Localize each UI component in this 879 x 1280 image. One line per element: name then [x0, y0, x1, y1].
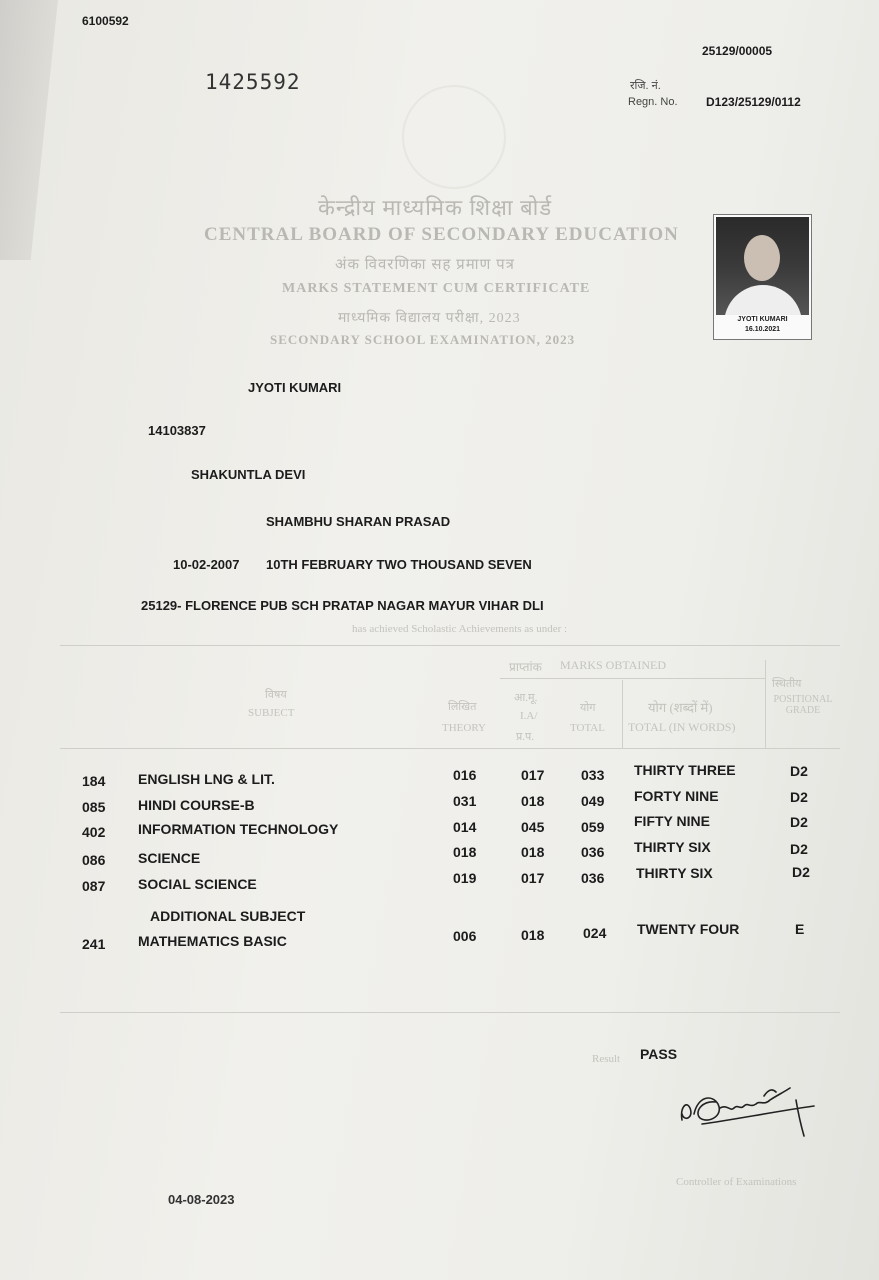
total-marks: 033	[581, 767, 605, 783]
photo-caption-name: JYOTI KUMARI	[737, 316, 788, 323]
mother-name: SHAKUNTLA DEVI	[191, 467, 306, 482]
total-in-words: THIRTY THREE	[634, 762, 736, 778]
school-name: 25129- FLORENCE PUB SCH PRATAP NAGAR MAYUR VIHAR DLI	[141, 598, 544, 613]
positional-grade: D2	[790, 841, 808, 857]
subject-name: SOCIAL SCIENCE	[138, 876, 257, 892]
top-right-code: 25129/00005	[702, 44, 773, 58]
result-label: Result	[592, 1053, 621, 1065]
positional-grade: D2	[790, 763, 808, 779]
subject-name: INFORMATION TECHNOLOGY	[138, 821, 339, 837]
board-name: CENTRAL BOARD OF SECONDARY EDUCATION	[204, 224, 679, 245]
positional-grade: E	[795, 921, 805, 937]
theory-marks: 018	[453, 844, 477, 860]
doc-type-hindi: अंक विवरणिका सह प्रमाण पत्र	[335, 257, 515, 273]
top-left-code: 6100592	[82, 14, 129, 28]
exam-name: SECONDARY SCHOOL EXAMINATION, 2023	[270, 332, 576, 347]
date-of-birth: 10-02-2007	[173, 557, 240, 572]
achievement-statement: has achieved Scholastic Achievements as under :	[352, 623, 568, 635]
additional-subject-label: ADDITIONAL SUBJECT	[150, 908, 306, 924]
subject-header-hindi: विषय	[265, 689, 287, 701]
table-top-line	[60, 645, 840, 646]
total-header: TOTAL	[570, 722, 605, 734]
candidate-name: JYOTI KUMARI	[248, 380, 342, 395]
candidate-photo	[713, 214, 812, 340]
subject-row	[0, 762, 879, 789]
subject-row	[0, 788, 879, 815]
issue-date: 04-08-2023	[168, 1192, 235, 1207]
subject-name: ENGLISH LNG & LIT.	[138, 771, 275, 787]
subject-code: 184	[82, 773, 106, 789]
controller-signature	[672, 1078, 822, 1143]
total-marks: 059	[581, 819, 605, 835]
positional-grade: D2	[790, 814, 808, 830]
subject-name: MATHEMATICS BASIC	[138, 933, 287, 949]
date-of-birth-words: 10TH FEBRUARY TWO THOUSAND SEVEN	[266, 557, 532, 572]
table-header-line	[60, 748, 840, 749]
total-in-words: THIRTY SIX	[634, 839, 711, 855]
roll-number: 14103837	[148, 423, 206, 438]
total-in-words: FORTY NINE	[634, 788, 719, 804]
marks-obtained-header: MARKS OBTAINED	[560, 658, 667, 672]
marks-header-line	[500, 678, 765, 679]
subject-row	[0, 839, 879, 868]
exam-hindi: माध्यमिक विद्यालय परीक्षा, 2023	[338, 311, 521, 326]
subject-row	[0, 813, 879, 840]
subject-header: SUBJECT	[248, 707, 295, 719]
additional-subject-row	[0, 921, 879, 952]
regn-label: Regn. No.	[628, 96, 678, 108]
table-bottom-line	[60, 1012, 840, 1013]
total-marks: 049	[581, 793, 605, 809]
total-marks: 036	[581, 870, 605, 886]
table-col-divider	[622, 680, 623, 748]
serial-number: 1425592	[205, 70, 301, 94]
result-value: PASS	[640, 1046, 678, 1062]
subject-name: SCIENCE	[138, 850, 201, 866]
total-in-words: THIRTY SIX	[636, 865, 713, 881]
grade-header-hindi: स्थितीय	[772, 678, 802, 690]
total-header-hindi: योग	[580, 702, 596, 714]
regn-number: D123/25129/0112	[706, 95, 801, 109]
total-in-words: FIFTY NINE	[634, 813, 710, 829]
positional-grade: D2	[792, 864, 810, 880]
marks-obtained-hindi: प्राप्तांक	[509, 660, 542, 674]
ia-header: I.A/	[520, 710, 538, 722]
ia-header-hindi: आ.मू.	[514, 692, 538, 704]
board-emblem-watermark	[402, 85, 506, 189]
ia-marks: 045	[521, 819, 545, 835]
doc-type: MARKS STATEMENT CUM CERTIFICATE	[282, 281, 591, 296]
photo-caption-date: 16.10.2021	[744, 326, 781, 333]
father-name: SHAMBHU SHARAN PRASAD	[266, 514, 451, 529]
ia-marks: 017	[521, 870, 545, 886]
ia-marks: 018	[521, 844, 545, 860]
subject-code: 085	[82, 799, 106, 815]
total-in-words: TWENTY FOUR	[637, 921, 740, 937]
ia-header-sub: प्र.प.	[516, 731, 535, 743]
board-name-hindi: केन्द्रीय माध्यमिक शिक्षा बोर्ड	[318, 195, 553, 220]
controller-label: Controller of Examinations	[676, 1176, 797, 1188]
subject-code: 087	[82, 878, 106, 894]
subject-row	[0, 864, 879, 894]
total-marks: 024	[583, 925, 607, 941]
ia-marks: 017	[521, 767, 545, 783]
subject-code: 086	[82, 852, 106, 868]
theory-marks: 016	[453, 767, 477, 783]
subject-name: HINDI COURSE-B	[138, 797, 255, 813]
theory-header-hindi: लिखित	[448, 701, 477, 713]
ia-marks: 018	[521, 793, 545, 809]
regn-label-hindi: रजि. नं.	[630, 80, 661, 92]
theory-marks: 014	[453, 819, 477, 835]
words-header: TOTAL (IN WORDS)	[628, 720, 736, 734]
photo-image	[716, 217, 809, 315]
positional-grade: D2	[790, 789, 808, 805]
subject-code: 241	[82, 936, 106, 952]
ia-marks: 018	[521, 927, 545, 943]
theory-marks: 006	[453, 928, 477, 944]
theory-marks: 019	[453, 870, 477, 886]
grade-header: POSITIONAL GRADE	[773, 694, 833, 716]
total-marks: 036	[581, 844, 605, 860]
theory-marks: 031	[453, 793, 477, 809]
subject-code: 402	[82, 824, 106, 840]
theory-header: THEORY	[442, 722, 486, 734]
words-header-hindi: योग (शब्दों में)	[648, 700, 713, 715]
